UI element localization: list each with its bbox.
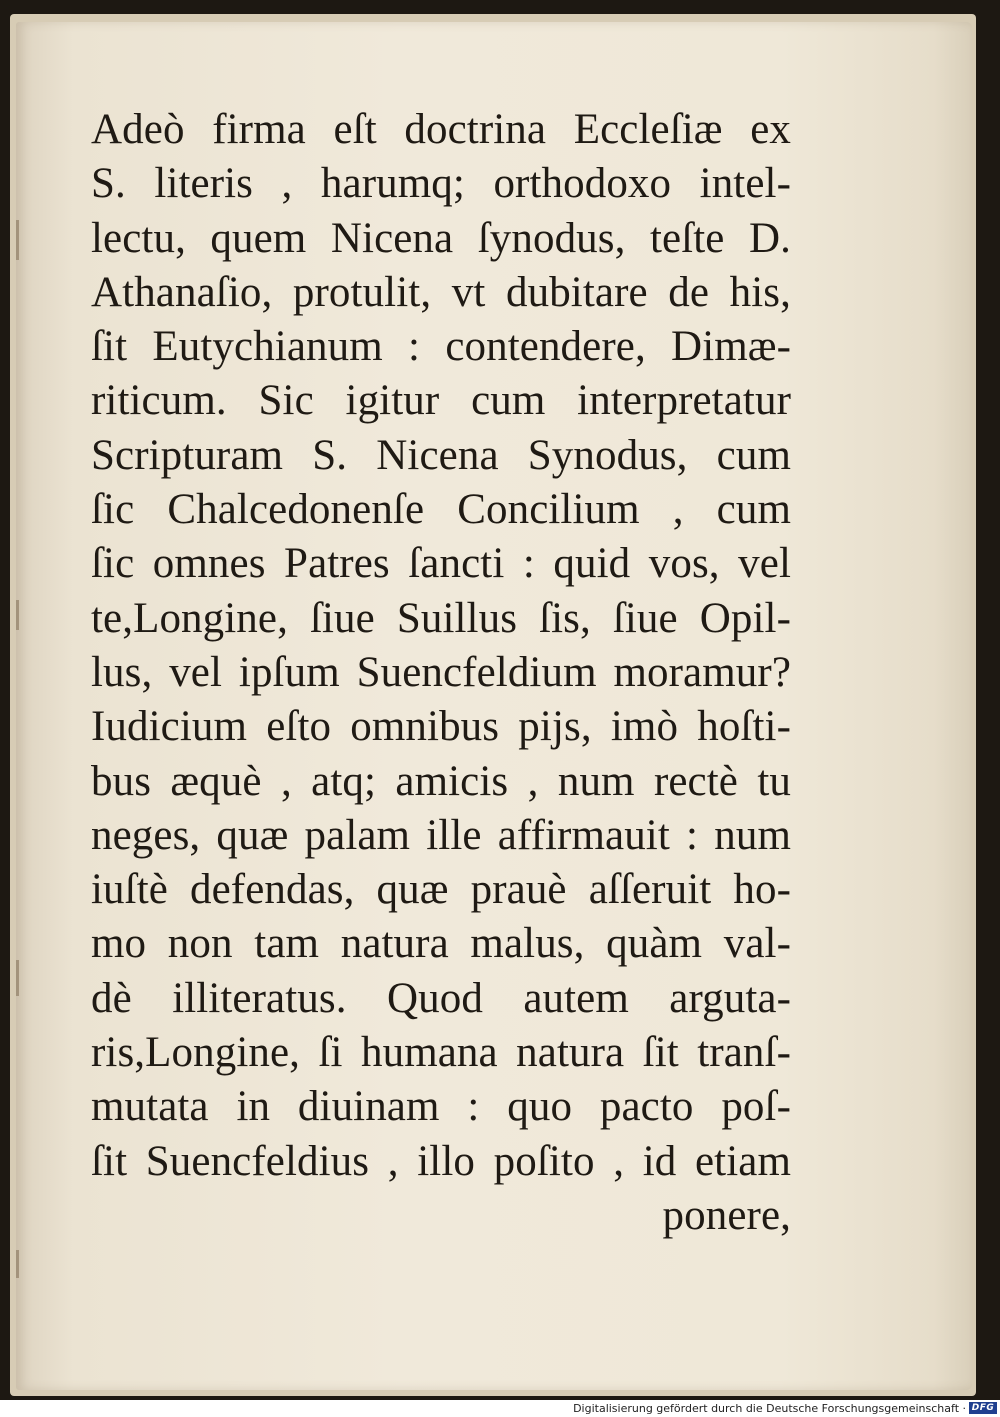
text-line: mutata in diuinam : quo pacto poſ-	[91, 1083, 791, 1131]
text-line: ſit Eutychianum : contendere, Dimæ-	[91, 323, 791, 371]
text-line: Adeò firma eſt doctrina Eccleſiæ ex	[91, 106, 791, 153]
text-line: Iudicium eſto omnibus pijs, imò hoſti-	[91, 703, 791, 751]
text-line: lectu, quem Nicena ſynodus, teſte D.	[91, 214, 791, 262]
digitization-footer	[0, 1400, 1000, 1417]
binding-mark	[16, 600, 19, 630]
text-line: ſit Suencfeldius , illo poſito , id etiam	[91, 1137, 791, 1185]
text-line: Athanaſio, protulit, vt dubitare de his,	[91, 268, 791, 316]
text-line: mo non tam natura malus, quàm val-	[91, 920, 791, 968]
text-line: ſic Chalcedonenſe Concilium , cum	[91, 486, 791, 534]
dfg-logo: DFG	[969, 1402, 997, 1414]
text-line: neges, quæ palam ille affirmauit : num	[91, 811, 791, 859]
funding-credit: Digitalisierung gefördert durch die Deutsche Forschungsgemeinschaft ·	[573, 1402, 966, 1415]
text-line: ris,Longine, ſi humana natura ſit tranſ-	[91, 1029, 791, 1077]
binding-mark	[16, 960, 19, 996]
text-line: lus, vel ipſum Suencfeldium moramur?	[91, 648, 791, 696]
body-text	[91, 103, 791, 1243]
text-line: bus æquè , atq; amicis , num rectè tu	[91, 757, 791, 805]
text-line: Scripturam S. Nicena Synodus, cum	[91, 431, 791, 479]
text-line: ſic omnes Patres ſancti : quid vos, vel	[91, 540, 791, 588]
binding-mark	[16, 1250, 19, 1278]
catchword: ponere,	[662, 1191, 791, 1239]
text-line: riticum. Sic igitur cum interpretatur	[91, 377, 791, 425]
text-line: iuſtè defendas, quæ prauè aſſeruit ho-	[91, 866, 791, 914]
text-line: te,Longine, ſiue Suillus ſis, ſiue Opil-	[91, 594, 791, 642]
text-line: S. literis , harumq; orthodoxo intel-	[91, 160, 791, 208]
text-line: dè illiteratus. Quod autem arguta-	[91, 974, 791, 1022]
binding-mark	[16, 220, 19, 260]
